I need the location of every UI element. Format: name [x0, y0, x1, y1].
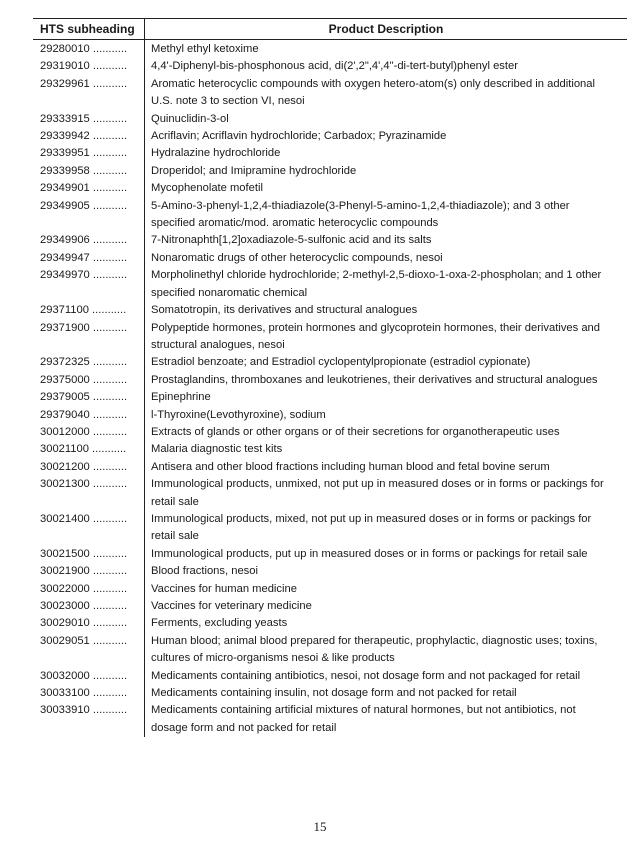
hts-code: 30021200 ...........: [40, 460, 128, 473]
product-description: Vaccines for veterinary medicine: [151, 600, 312, 612]
product-description: Somatotropin, its derivatives and structural analogues: [151, 304, 418, 317]
hts-code: 30033910 ...........: [40, 704, 128, 717]
table-row: [33, 407, 627, 424]
table-row: [33, 511, 627, 546]
table-row: [33, 58, 627, 75]
table-row: [33, 685, 627, 702]
table-row: [33, 598, 627, 615]
product-description: Estradiol benzoate; and Estradiol cyclopentylpropionate (estradiol cypionate): [151, 356, 531, 369]
hts-code: 30029051 ...........: [40, 634, 128, 647]
table-row: [33, 163, 627, 180]
hts-code: 30021100 ...........: [40, 443, 127, 456]
header-hts-subheading: HTS subheading: [33, 19, 145, 39]
hts-code: 29319010 ...........: [40, 60, 128, 73]
table-row: [33, 389, 627, 406]
table-row: [33, 354, 627, 371]
table-row: [33, 633, 627, 668]
product-description: Methyl ethyl ketoxime: [151, 43, 259, 55]
product-description: Immunological products, mixed, not put up in measured doses or in forms or packings for retail sale: [151, 512, 592, 543]
product-description: Acriflavin; Acriflavin hydrochloride; Carbadox; Pyrazinamide: [151, 130, 447, 143]
product-description: 5-Amino-3-phenyl-1,2,4-thiadiazole(3-Phenyl-5-amino-1,2,4-thiadiazole); and 3 other specified aromatic/mod. aromatic heterocyclic compounds: [151, 199, 570, 230]
product-description: Medicaments containing insulin, not dosage form and not packed for retail: [151, 687, 517, 700]
table-row: [33, 441, 627, 458]
product-description: Mycophenolate mofetil: [151, 182, 263, 195]
hts-code: 30023000 ...........: [40, 600, 128, 612]
table-row: [33, 180, 627, 197]
table-row: [33, 546, 627, 563]
hts-code: 29372325 ...........: [40, 356, 128, 369]
hts-code: 29333915 ...........: [40, 112, 128, 125]
hts-code: 29349901 ...........: [40, 182, 128, 195]
product-description: Nonaromatic drugs of other heterocyclic compounds, nesoi: [151, 251, 443, 264]
product-description: Medicaments containing artificial mixtures of natural hormones, but not antibiotics, not dosage form and not packed for retail: [151, 704, 576, 734]
product-description: Antisera and other blood fractions including human blood and fetal bovine serum: [151, 460, 550, 473]
hts-code: 29339951 ...........: [40, 147, 128, 160]
table-row: [33, 459, 627, 476]
hts-code: 30012000 ...........: [40, 425, 128, 438]
hts-code: 30021900 ...........: [40, 565, 128, 578]
hts-code: 29349947 ...........: [40, 251, 128, 264]
hts-code: 29371900 ...........: [40, 321, 128, 334]
table-row: [33, 615, 627, 632]
table-row: [33, 320, 627, 355]
page-number: 15: [313, 819, 327, 834]
hts-code: 30022000 ...........: [40, 582, 128, 595]
table-row: [33, 145, 627, 162]
table-row: [33, 250, 627, 267]
table-row: [33, 581, 627, 598]
product-description: Blood fractions, nesoi: [151, 565, 258, 578]
hts-code: 30029010 ...........: [40, 617, 128, 630]
hts-code: 29329961 ...........: [40, 77, 128, 90]
table-row: [33, 111, 627, 128]
product-description: Ferments, excluding yeasts: [151, 617, 288, 630]
table-row: [33, 198, 627, 233]
table-row: [33, 476, 627, 511]
product-description: Quinuclidin-3-ol: [151, 112, 229, 125]
product-description: Malaria diagnostic test kits: [151, 443, 283, 456]
hts-code: 29339958 ...........: [40, 164, 128, 177]
hts-code: 30021500 ...........: [40, 547, 128, 560]
table-row: [33, 372, 627, 389]
product-description: Immunological products, unmixed, not put up in measured doses or in forms or packings for retail sale: [151, 478, 604, 508]
product-description: l-Thyroxine(Levothyroxine), sodium: [151, 408, 326, 421]
table-row: [33, 76, 627, 111]
product-description: 4,4'-Diphenyl-bis-phosphonous acid, di(2',2",4',4"-di-tert-butyl)phenyl ester: [151, 60, 518, 73]
product-description: Vaccines for human medicine: [151, 582, 297, 595]
hts-code: 30032000 ...........: [40, 669, 128, 682]
product-description: Immunological products, put up in measured doses or in forms or packings for retail sale: [151, 547, 588, 560]
hts-code: 29349906 ...........: [40, 234, 128, 247]
hts-code: 29379040 ...........: [40, 408, 128, 421]
table-header-row: [33, 18, 627, 40]
product-description: Human blood; animal blood prepared for therapeutic, prophylactic, diagnostic uses; toxins, cultures of micro-organisms nesoi & like products: [151, 634, 598, 665]
product-description: Epinephrine: [151, 391, 211, 404]
product-description: 7-Nitronaphth[1,2]oxadiazole-5-sulfonic acid and its salts: [151, 234, 432, 247]
table-row: [33, 232, 627, 249]
hts-code: 29379005 ...........: [40, 391, 128, 404]
product-description: Droperidol; and Imipramine hydrochloride: [151, 164, 357, 177]
hts-table: [33, 18, 627, 737]
hts-code: 30021300 ...........: [40, 478, 128, 491]
product-description: Medicaments containing antibiotics, nesoi, not dosage form and not packaged for retail: [151, 669, 581, 682]
product-description: Aromatic heterocyclic compounds with oxygen hetero-atom(s) only described in additional U.S. note 3 to section VI, nesoi: [151, 77, 595, 108]
product-description: Extracts of glands or other organs or of their secretions for organotherapeutic uses: [151, 425, 560, 438]
table-row: [33, 668, 627, 685]
product-description: Prostaglandins, thromboxanes and leukotrienes, their derivatives and structural analogues: [151, 373, 598, 386]
table-row: [33, 267, 627, 302]
hts-code: 29339942 ...........: [40, 130, 128, 143]
table-row: [33, 563, 627, 580]
hts-code: 30021400 ...........: [40, 512, 128, 525]
product-description: Morpholinethyl chloride hydrochloride; 2-methyl-2,5-dioxo-1-oxa-2-phospholan; and 1 other specified nonaromatic chemical: [151, 269, 602, 299]
product-description: Hydralazine hydrochloride: [151, 147, 281, 160]
hts-code: 30033100 ...........: [40, 687, 128, 700]
hts-code: 29375000 ...........: [40, 373, 128, 386]
hts-code: 29371100 ...........: [40, 304, 127, 317]
table-body: [33, 40, 627, 737]
hts-code: 29280010 ...........: [40, 43, 128, 55]
table-row: [33, 702, 627, 737]
table-row: [33, 41, 627, 58]
table-row: [33, 424, 627, 441]
table-row: [33, 302, 627, 319]
product-description: Polypeptide hormones, protein hormones and glycoprotein hormones, their derivatives and structural analogues, nesoi: [151, 321, 601, 351]
hts-code: 29349905 ...........: [40, 199, 128, 212]
table-row: [33, 128, 627, 145]
header-product-description: Product Description: [328, 22, 444, 36]
hts-code: 29349970 ...........: [40, 269, 128, 282]
